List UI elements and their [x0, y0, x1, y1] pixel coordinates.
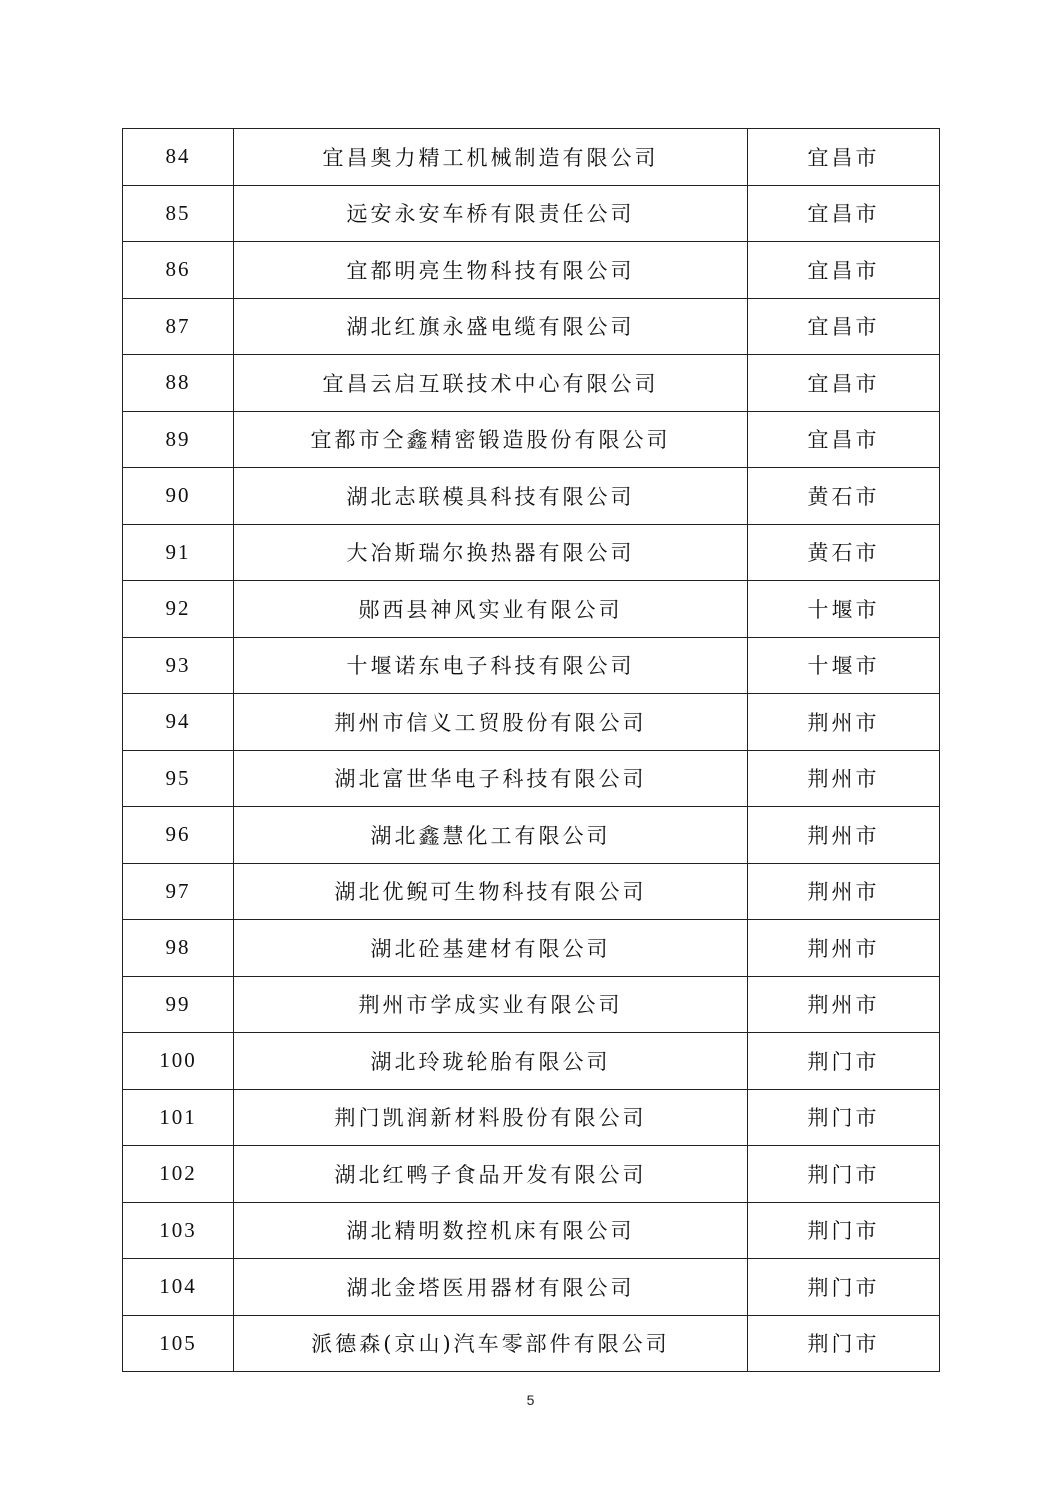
row-number-cell: 98 [123, 920, 234, 977]
row-number-cell: 97 [123, 863, 234, 920]
row-number-cell: 105 [123, 1315, 234, 1372]
company-name-cell: 远安永安车桥有限责任公司 [234, 185, 748, 242]
table-row [123, 1089, 940, 1146]
row-number-cell: 86 [123, 242, 234, 299]
company-list-table [122, 128, 940, 1372]
city-cell: 荆门市 [748, 1259, 940, 1316]
company-name-cell: 宜昌云启互联技术中心有限公司 [234, 355, 748, 412]
city-cell: 荆门市 [748, 1033, 940, 1090]
row-number-cell: 94 [123, 694, 234, 751]
page-number: 5 [526, 1392, 535, 1408]
city-cell: 荆州市 [748, 750, 940, 807]
row-number-cell: 87 [123, 298, 234, 355]
city-cell: 宜昌市 [748, 298, 940, 355]
row-number-cell: 101 [123, 1089, 234, 1146]
company-name-cell: 湖北砼基建材有限公司 [234, 920, 748, 977]
table-row [123, 468, 940, 525]
row-number-cell: 100 [123, 1033, 234, 1090]
row-number-cell: 99 [123, 976, 234, 1033]
company-name-cell: 湖北红旗永盛电缆有限公司 [234, 298, 748, 355]
table-row [123, 524, 940, 581]
city-cell: 宜昌市 [748, 355, 940, 412]
company-name-cell: 派德森(京山)汽车零部件有限公司 [234, 1315, 748, 1372]
row-number-cell: 85 [123, 185, 234, 242]
city-cell: 荆门市 [748, 1089, 940, 1146]
company-name-cell: 荆州市学成实业有限公司 [234, 976, 748, 1033]
city-cell: 荆州市 [748, 694, 940, 751]
city-cell: 荆门市 [748, 1146, 940, 1203]
city-cell: 十堰市 [748, 581, 940, 638]
city-cell: 宜昌市 [748, 242, 940, 299]
company-name-cell: 荆州市信义工贸股份有限公司 [234, 694, 748, 751]
table-row [123, 694, 940, 751]
city-cell: 荆州市 [748, 863, 940, 920]
city-cell: 荆州市 [748, 807, 940, 864]
company-name-cell: 湖北优鲵可生物科技有限公司 [234, 863, 748, 920]
table-row [123, 185, 940, 242]
table-row [123, 355, 940, 412]
table-row [123, 581, 940, 638]
city-cell: 荆州市 [748, 920, 940, 977]
company-name-cell: 宜昌奥力精工机械制造有限公司 [234, 129, 748, 186]
city-cell: 十堰市 [748, 637, 940, 694]
company-name-cell: 湖北鑫慧化工有限公司 [234, 807, 748, 864]
company-name-cell: 郧西县神风实业有限公司 [234, 581, 748, 638]
company-name-cell: 湖北红鸭子食品开发有限公司 [234, 1146, 748, 1203]
company-name-cell: 十堰诺东电子科技有限公司 [234, 637, 748, 694]
company-name-cell: 大冶斯瑞尔换热器有限公司 [234, 524, 748, 581]
company-name-cell: 湖北金塔医用器材有限公司 [234, 1259, 748, 1316]
company-name-cell: 荆门凯润新材料股份有限公司 [234, 1089, 748, 1146]
table-row [123, 1259, 940, 1316]
table-row [123, 1146, 940, 1203]
city-cell: 荆门市 [748, 1315, 940, 1372]
table-row [123, 750, 940, 807]
company-list-body [123, 129, 940, 1372]
city-cell: 荆门市 [748, 1202, 940, 1259]
row-number-cell: 90 [123, 468, 234, 525]
row-number-cell: 84 [123, 129, 234, 186]
table-row [123, 920, 940, 977]
table-row [123, 1202, 940, 1259]
row-number-cell: 93 [123, 637, 234, 694]
table-row [123, 129, 940, 186]
row-number-cell: 92 [123, 581, 234, 638]
row-number-cell: 88 [123, 355, 234, 412]
city-cell: 黄石市 [748, 524, 940, 581]
city-cell: 宜昌市 [748, 129, 940, 186]
company-name-cell: 湖北志联模具科技有限公司 [234, 468, 748, 525]
row-number-cell: 102 [123, 1146, 234, 1203]
company-name-cell: 湖北富世华电子科技有限公司 [234, 750, 748, 807]
row-number-cell: 103 [123, 1202, 234, 1259]
table-row [123, 976, 940, 1033]
city-cell: 宜昌市 [748, 185, 940, 242]
table-row [123, 1315, 940, 1372]
city-cell: 宜昌市 [748, 411, 940, 468]
city-cell: 黄石市 [748, 468, 940, 525]
row-number-cell: 96 [123, 807, 234, 864]
company-name-cell: 湖北精明数控机床有限公司 [234, 1202, 748, 1259]
company-name-cell: 宜都明亮生物科技有限公司 [234, 242, 748, 299]
table-row [123, 637, 940, 694]
table-row [123, 298, 940, 355]
row-number-cell: 104 [123, 1259, 234, 1316]
row-number-cell: 89 [123, 411, 234, 468]
table-row [123, 242, 940, 299]
city-cell: 荆州市 [748, 976, 940, 1033]
company-name-cell: 宜都市仝鑫精密锻造股份有限公司 [234, 411, 748, 468]
row-number-cell: 91 [123, 524, 234, 581]
table-row [123, 411, 940, 468]
table-row [123, 863, 940, 920]
company-name-cell: 湖北玲珑轮胎有限公司 [234, 1033, 748, 1090]
table-row [123, 807, 940, 864]
row-number-cell: 95 [123, 750, 234, 807]
table-row [123, 1033, 940, 1090]
